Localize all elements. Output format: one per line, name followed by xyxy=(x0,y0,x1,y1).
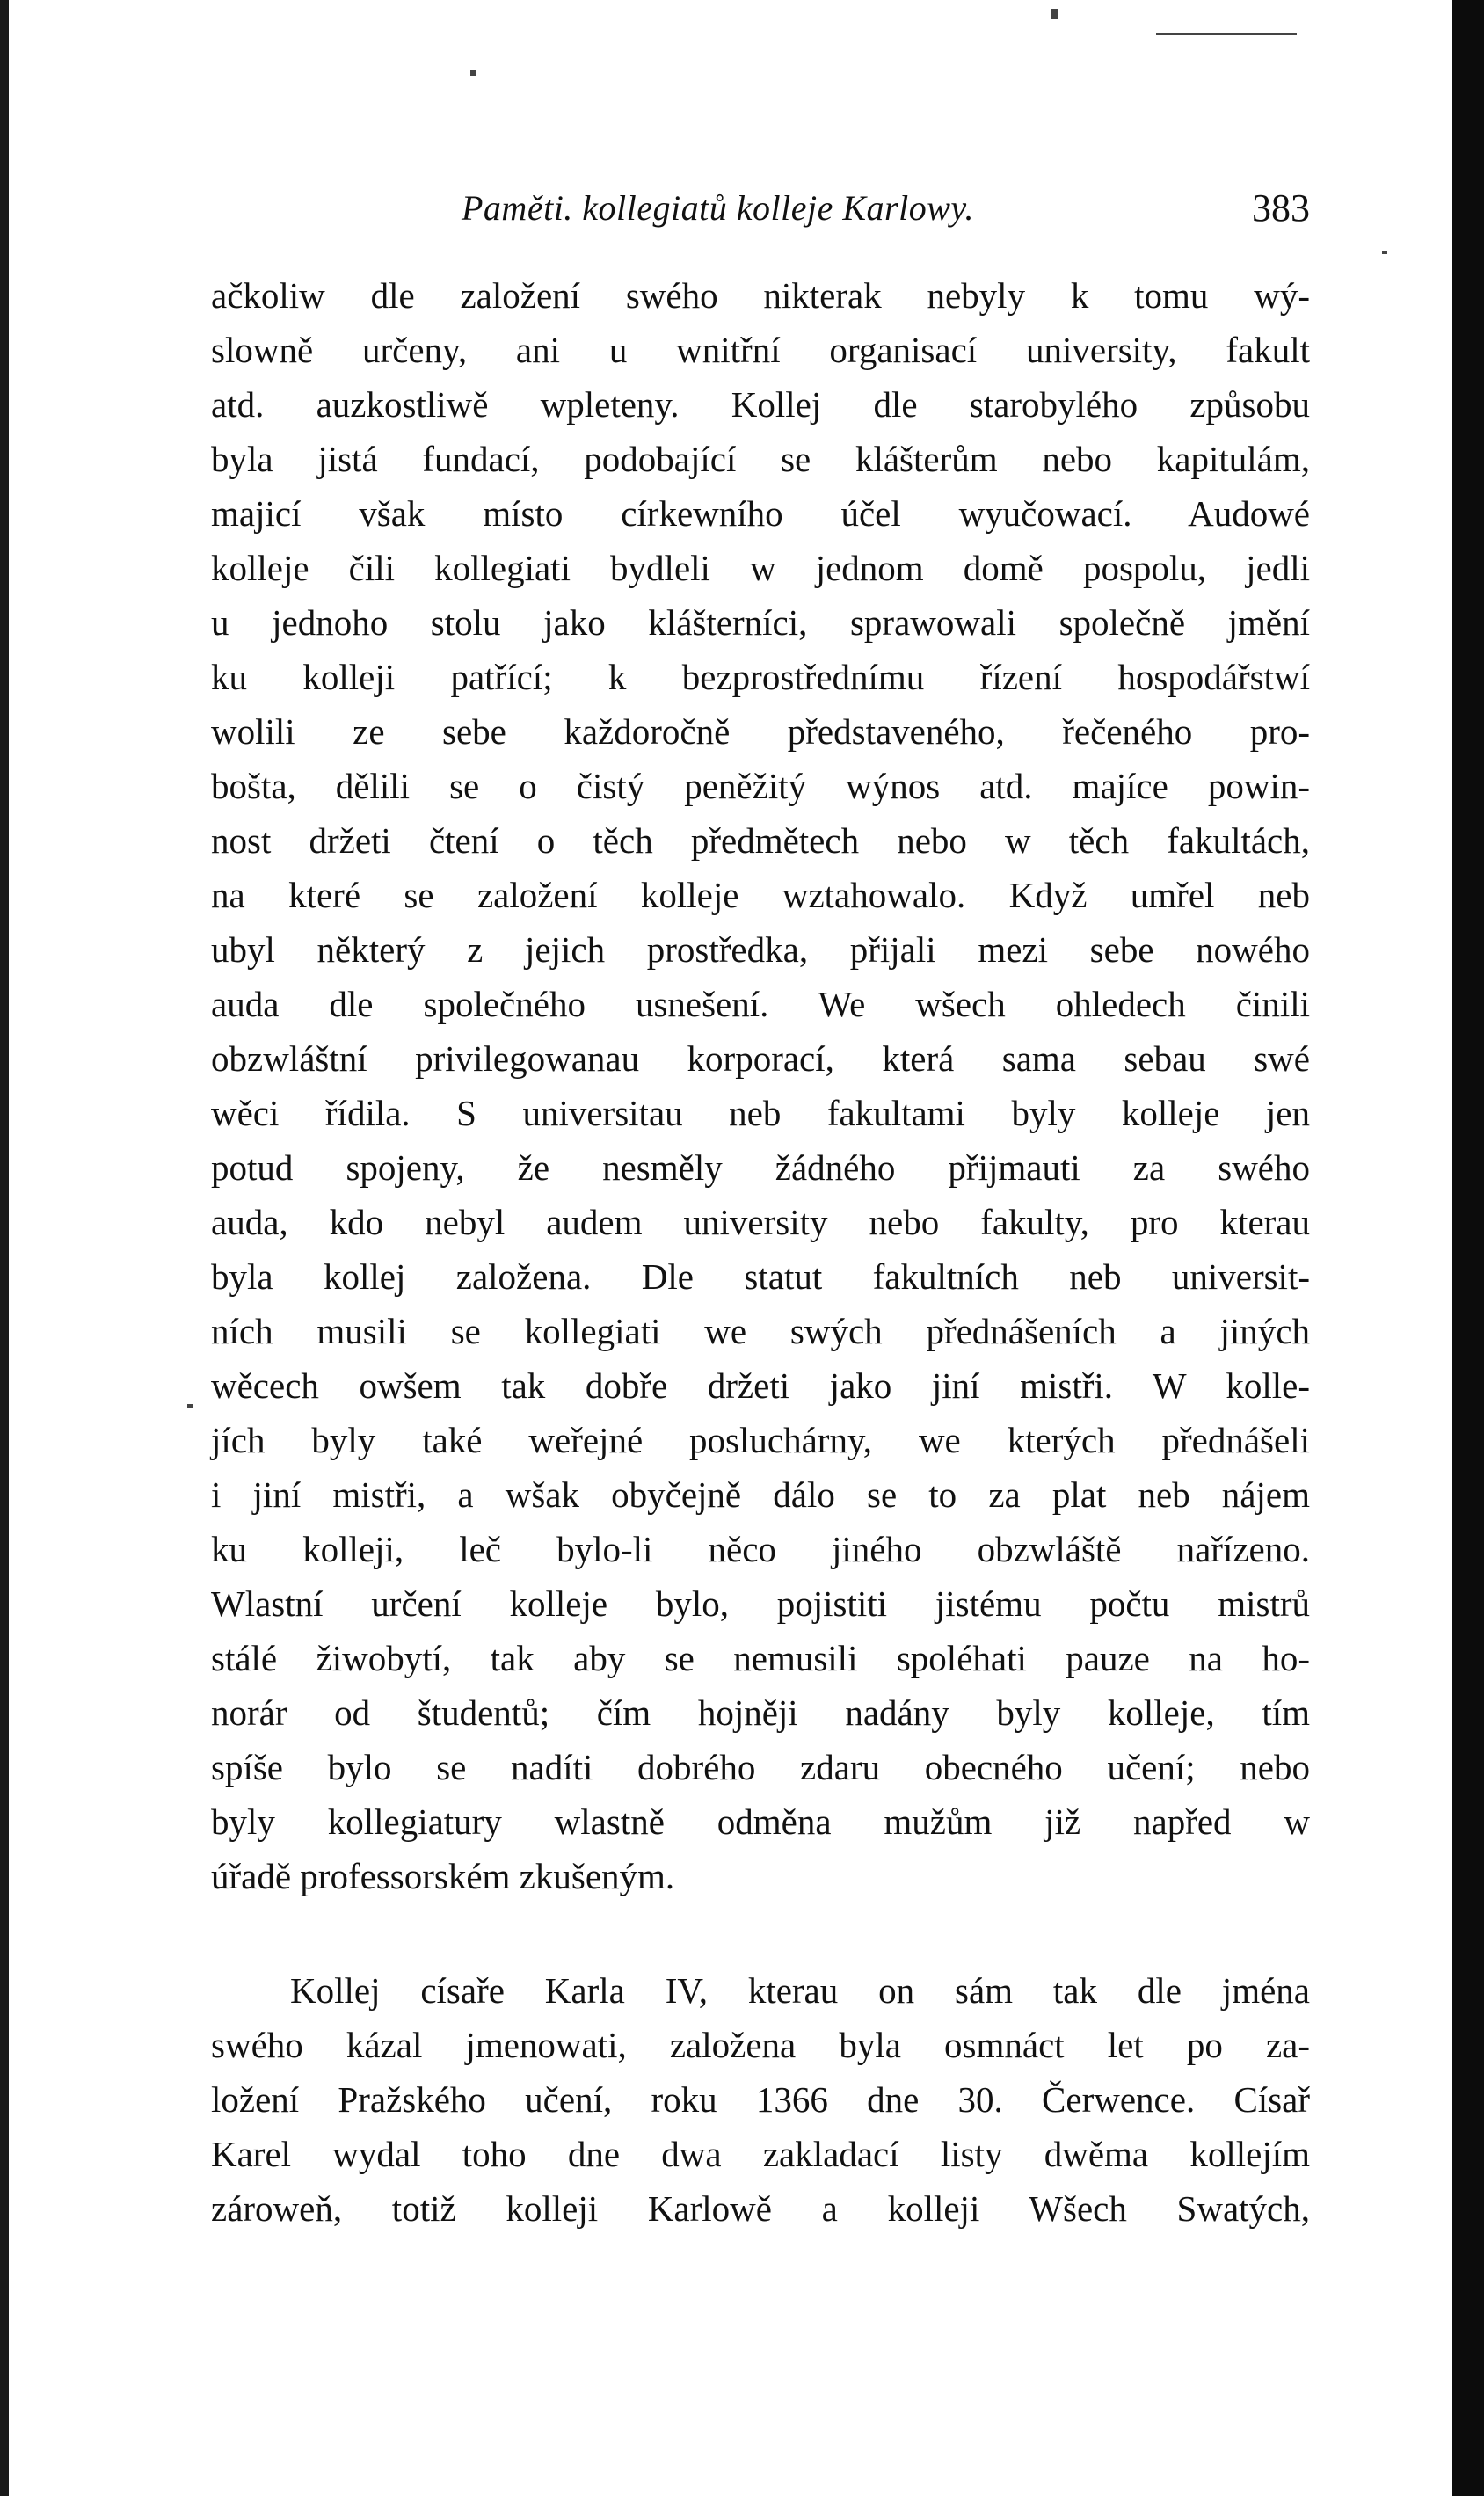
scan-line-mark xyxy=(1156,33,1297,35)
paragraph-gap xyxy=(211,1903,1310,1963)
text-line: kolleje čili kollegiati bydleli w jednom domě pospolu, jedli xyxy=(211,548,1310,588)
text-line: ních musili se kollegiati we swých přednášeních a jiných xyxy=(211,1311,1310,1351)
text-line: atd. auzkostliwě wpleteny. Kollej dle starobylého způsobu xyxy=(211,384,1310,425)
text-line: ačkoliw dle založení swého nikterak nebyly k tomu wý- xyxy=(211,275,1310,316)
text-line: ložení Pražského učení, roku 1366 dne 30. Čerwence. Císař xyxy=(211,2079,1310,2120)
scan-speck xyxy=(470,70,476,76)
paragraph-2 xyxy=(211,1963,1310,2236)
paragraph-1 xyxy=(211,268,1310,1903)
text-line: i jiní mistři, a wšak obyčejně dálo se to za plat neb nájem xyxy=(211,1474,1310,1515)
running-title: Paměti. kollegiatů kolleje Karlowy. xyxy=(462,188,974,228)
text-line: Wlastní určení kolleje bylo, pojistiti jistému počtu mistrů xyxy=(211,1583,1310,1624)
text-line: wěci řídila. S universitau neb fakultami byly kolleje jen xyxy=(211,1093,1310,1133)
body-text xyxy=(211,268,1310,2236)
text-line: zároweň, totiž kolleji Karlowě a kolleji Wšech Swatých, xyxy=(211,2188,1310,2229)
text-line: byla jistá fundací, podobající se klášterům nebo kapitulám, xyxy=(211,439,1310,479)
scan-left-edge xyxy=(0,0,9,2496)
page-number: 383 xyxy=(1252,186,1310,229)
text-line: ku kolleji, leč bylo-li něco jiného obzwláště nařízeno. xyxy=(211,1529,1310,1569)
text-line: na které se založení kolleje wztahowalo. Když umřel neb xyxy=(211,875,1310,915)
text-line: auda dle společného usnešení. We wšech ohledech činili xyxy=(211,984,1310,1024)
text-line: u jednoho stolu jako klášterníci, sprawowali společně jmění xyxy=(211,602,1310,643)
text-line: slowně určeny, ani u wnitřní organisací university, fakult xyxy=(211,330,1310,370)
text-line: stálé žiwobytí, tak aby se nemusili spoléhati pauze na ho- xyxy=(211,1638,1310,1678)
text-line: byly kollegiatury wlastně odměna mužům již napřed w xyxy=(211,1801,1310,1842)
text-line: Kollej císaře Karla IV, kterau on sám tak dle jména xyxy=(290,1970,1310,2011)
scan-speck xyxy=(187,1404,193,1408)
text-line: Karel wydal toho dne dwa zakladací listy dwěma kollejím xyxy=(211,2134,1310,2174)
text-line: úřadě professorském zkušeným. xyxy=(211,1856,675,1896)
page-header xyxy=(211,180,1310,242)
text-line: spíše bylo se nadíti dobrého zdaru obecného učení; nebo xyxy=(211,1747,1310,1787)
text-line: byla kollej založena. Dle statut fakultních neb universit- xyxy=(211,1256,1310,1297)
text-line: auda, kdo nebyl audem university nebo fakulty, pro kterau xyxy=(211,1202,1310,1242)
text-line: potud spojeny, že nesměly žádného přijmauti za swého xyxy=(211,1147,1310,1188)
text-line: ku kolleji patřící; k bezprostřednímu řízení hospodářstwí xyxy=(211,657,1310,697)
text-line: swého kázal jmenowati, založena byla osmnáct let po za- xyxy=(211,2025,1310,2065)
text-line: nost držeti čtení o těch předmětech nebo w těch fakultách, xyxy=(211,820,1310,861)
scan-right-edge xyxy=(1452,0,1484,2496)
text-line: obzwláštní privilegowanau korporací, která sama sebau swé xyxy=(211,1038,1310,1079)
text-line: norár od študentů; čím hojněji nadány byly kolleje, tím xyxy=(211,1692,1310,1733)
text-line: majicí však místo církewního účel wyučowací. Audowé xyxy=(211,493,1310,534)
scan-speck xyxy=(1051,9,1058,19)
text-line: bošta, dělili se o čistý peněžitý wýnos atd. majíce powin- xyxy=(211,766,1310,806)
scan-speck xyxy=(1382,251,1387,254)
text-line: ubyl některý z jejich prostředka, přijali mezi sebe nowého xyxy=(211,929,1310,970)
text-line: wolili ze sebe každoročně představeného, řečeného pro- xyxy=(211,711,1310,752)
text-line: wěcech owšem tak dobře držeti jako jiní mistři. W kolle- xyxy=(211,1365,1310,1406)
text-line: jích byly také weřejné posluchárny, we kterých přednášeli xyxy=(211,1420,1310,1460)
